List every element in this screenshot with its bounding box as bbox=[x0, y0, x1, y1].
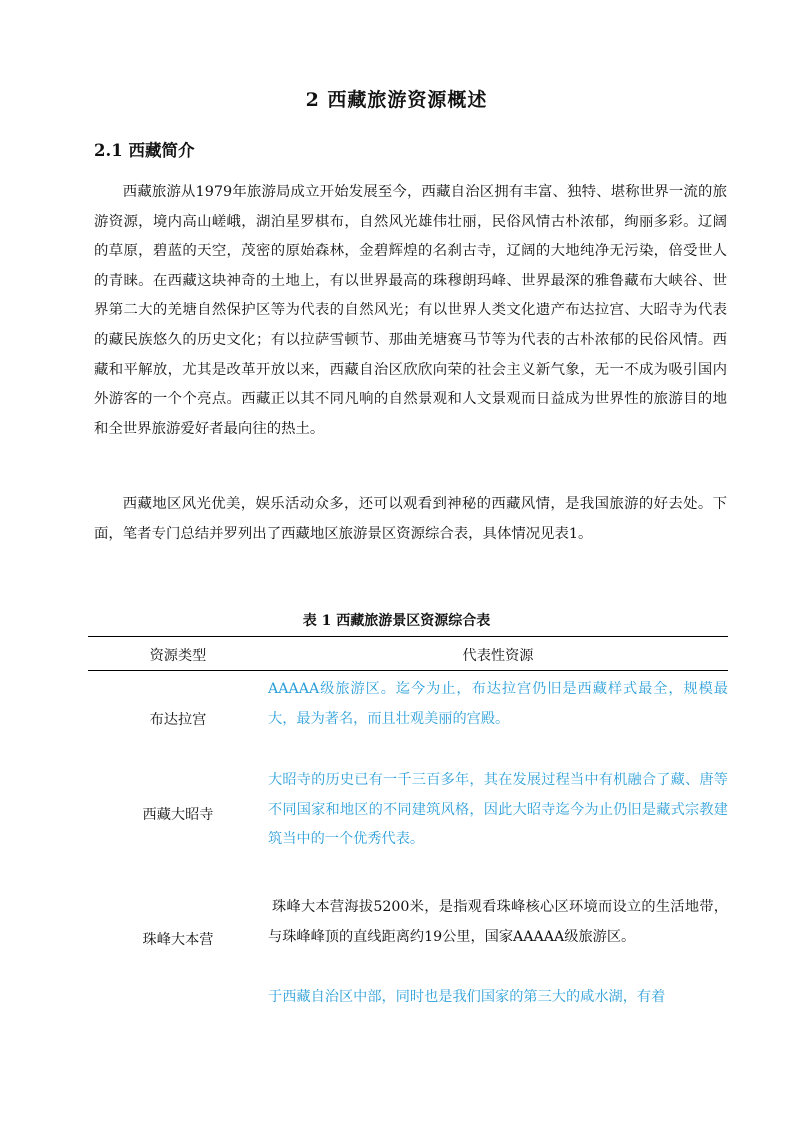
table-row-desc: 珠峰大本营海拔5200米，是指观看珠峰核心区环境而设立的生活地带，与珠峰峰顶的直线距离约19公里，国家AAAAA级旅游区。 bbox=[268, 899, 728, 945]
table-row-desc: 大昭寺的历史已有一千三百多年，其在发展过程当中有机融合了藏、唐等不同国家和地区的不同建筑风格，因此大昭寺迄今为止仍旧是藏式宗教建筑当中的一个优秀代表。 bbox=[268, 772, 728, 848]
table-header-type: 资源类型 bbox=[149, 648, 207, 664]
table-top-rule bbox=[88, 636, 728, 637]
table-caption: 表 1 西藏旅游景区资源综合表 bbox=[302, 613, 491, 629]
subsection-title: 2.1 西藏简介 bbox=[94, 141, 195, 160]
table-row-desc: 于西藏自治区中部，同时也是我们国家的第三大的咸水湖，有着 bbox=[268, 989, 666, 1005]
paragraph-intro: 西藏旅游从1979年旅游局成立开始发展至今，西藏自治区拥有丰富、独特、堪称世界一流的旅游资源，境内高山嵯峨，湖泊星罗棋布，自然风光雄伟壮丽，民俗风情古朴浓郁，绚丽多彩。辽阔的草原，碧蓝的天空，茂密的原始森林，金碧辉煌的名刹古寺，辽阔的大地纯净无污染，倍受世人的青睐。在西藏这块神奇的土地上，有以世界最高的珠穆朗玛峰、世界最深的雅鲁藏布大峡谷、世界第二大的羌塘自然保护区等为代表的自然风光；有以世界人类文化遗产布达拉宫、大昭寺为代表的藏民族悠久的历史文化；有以拉萨雪顿节、那曲羌塘赛马节等为代表的古朴浓郁的民俗风情。西藏和平解放，尤其是改革开放以来，西藏自治区欣欣向荣的社会主义新气象，无一不成为吸引国内外游客的一个个亮点。西藏正以其不同凡响的自然景观和人文景观而日益成为世界性的旅游目的地和全世界旅游爱好者最向往的热土。 bbox=[94, 184, 727, 437]
section-title: 2 西藏旅游资源概述 bbox=[305, 89, 488, 111]
paragraph-table-intro: 西藏地区风光优美，娱乐活动众多，还可以观看到神秘的西藏风情，是我国旅游的好去处。下面，笔者专门总结并罗列出了西藏地区旅游景区资源综合表，具体情况见表1。 bbox=[94, 496, 727, 542]
table-row-desc: AAAAA级旅游区。迄今为止，布达拉宫仍旧是西藏样式最全，规模最大，最为著名，而且壮观美丽的宫殿。 bbox=[268, 681, 728, 727]
table-row-type: 西藏大昭寺 bbox=[142, 807, 214, 823]
table-header-resource: 代表性资源 bbox=[462, 648, 534, 664]
table-row-type: 布达拉宫 bbox=[149, 712, 207, 728]
table-header-rule bbox=[88, 670, 728, 671]
table-row-type: 珠峰大本营 bbox=[142, 932, 214, 948]
